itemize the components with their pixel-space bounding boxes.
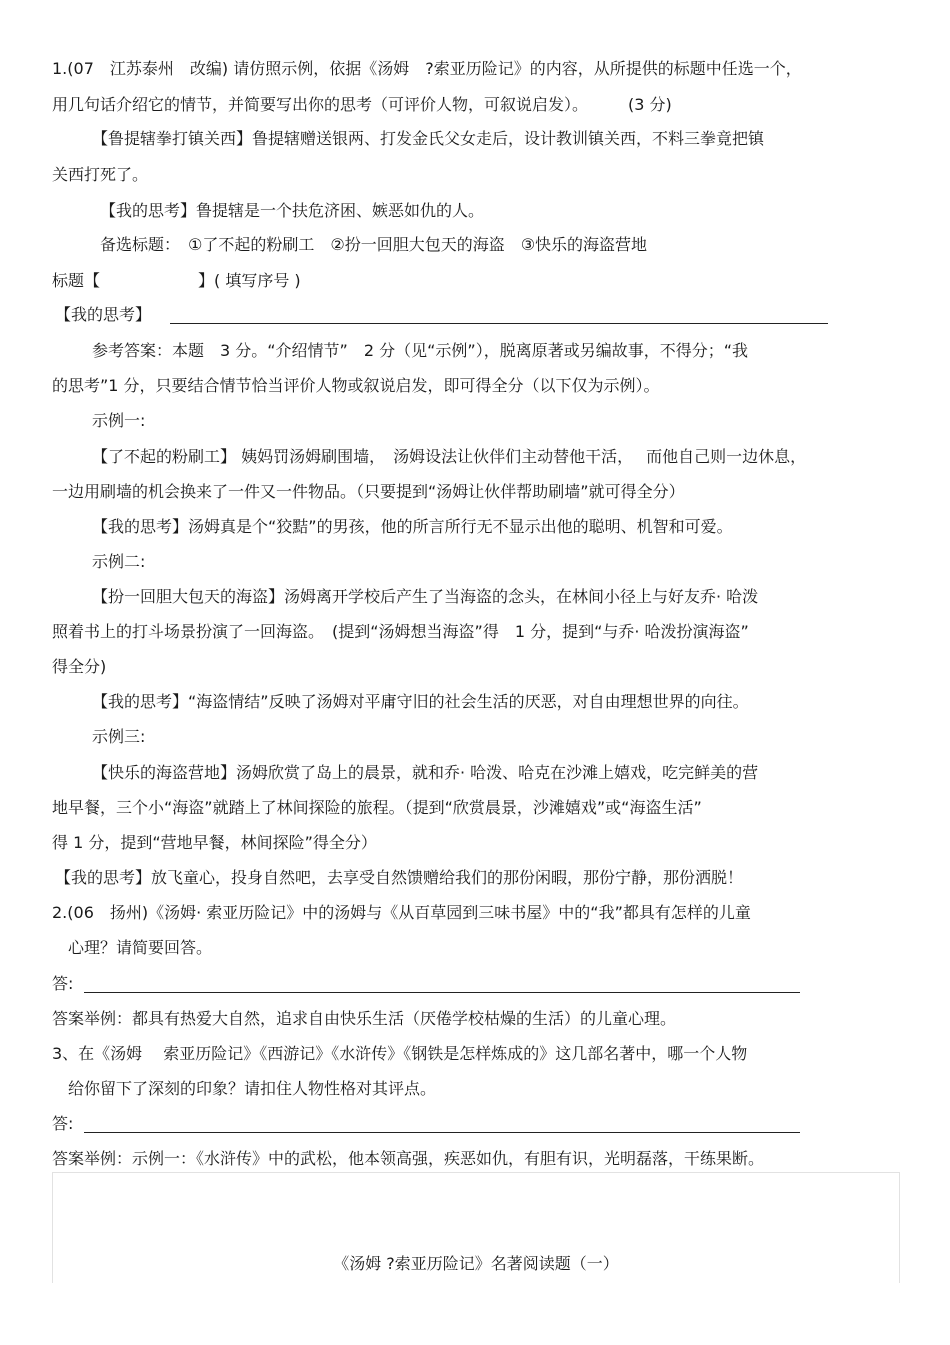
q1-sample3-label: 示例三:: [92, 727, 146, 746]
q3-answer-line: [84, 1132, 800, 1133]
q3-line-2: 给你留下了深刻的印象？请扣住人物性格对其评点。: [68, 1079, 437, 1098]
q1-sample1-line-1: 【了不起的粉刷工】 姨妈罚汤姆刷围墙， 汤姆设法让伙伴们主动替他干活， 而他自己则一边休息，: [92, 447, 807, 466]
q1-answer-line-1: 参考答案：本题 3 分。“介绍情节” 2 分（见“示例”），脱离原著或另编故事，不得分；“我: [92, 341, 748, 360]
q2-answer-example: 答案举例：都具有热爱大自然，追求自由快乐生活（厌倦学校枯燥的生活）的儿童心理。: [52, 1009, 677, 1028]
q1-line-1: 1.(07 江苏泰州 改编) 请仿照示例，依据《汤姆 ?索亚历险记》的内容，从所提供的标题中任选一个，: [52, 59, 802, 78]
q1-options: 备选标题： ①了不起的粉刷工 ②扮一回胆大包天的海盗 ③快乐的海盗营地: [100, 235, 648, 254]
q3-line-1: 3、在《汤姆 索亚历险记》《西游记》《水浒传》《钢铁是怎样炼成的》这几部名著中，哪一个人物: [52, 1044, 748, 1063]
q3-answer-example: 答案举例：示例一：《水浒传》中的武松，他本领高强，疾恶如仇，有胆有识，光明磊落，干练果断。: [52, 1149, 765, 1168]
q1-thought-answer-line: [170, 323, 828, 324]
q1-sample1-thought: 【我的思考】汤姆真是个“狡黠”的男孩，他的所言所行无不显示出他的聪明、机智和可爱。: [92, 517, 733, 536]
q1-sample1-label: 示例一:: [92, 411, 146, 430]
q2-line-2: 心理？请简要回答。: [68, 938, 213, 957]
q1-my-thought-label: 【我的思考】: [55, 305, 152, 324]
footer-title: 《汤姆 ?索亚历险记》名著阅读题（一）: [333, 1254, 619, 1273]
q2-line-1: 2.(06 扬州)《汤姆· 索亚历险记》中的汤姆与《从百草园到三味书屋》中的“我”都具有怎样的儿童: [52, 903, 751, 922]
q1-example-thought: 【我的思考】鲁提辖是一个扶危济困、嫉恶如仇的人。: [100, 201, 485, 220]
footer-box: [52, 1172, 900, 1283]
q1-sample2-line-3: 得全分): [52, 657, 107, 676]
q1-title-prompt-left: 标题【: [52, 271, 101, 290]
q1-sample2-line-1: 【扮一回胆大包天的海盗】汤姆离开学校后产生了当海盗的念头，在林间小径上与好友乔· 哈泼: [92, 587, 759, 606]
q1-sample2-thought: 【我的思考】“海盗情结”反映了汤姆对平庸守旧的社会生活的厌恶，对自由理想世界的向往。: [92, 692, 749, 711]
q1-sample1-line-2: 一边用刷墙的机会换来了一件又一件物品。（只要提到“汤姆让伙伴帮助刷墙”就可得全分）: [52, 482, 685, 501]
q1-sample3-line-2: 地早餐，三个小“海盗”就踏上了林间探险的旅程。（提到“欣赏晨景，沙滩嬉戏”或“海盗生活”: [52, 798, 702, 817]
q1-sample2-label: 示例二:: [92, 552, 146, 571]
q1-line-2: 用几句话介绍它的情节，并简要写出你的思考（可评价人物，可叙说启发）。 (3 分): [52, 95, 672, 114]
q1-sample3-line-1: 【快乐的海盗营地】汤姆欣赏了岛上的晨景，就和乔· 哈泼、哈克在沙滩上嬉戏，吃完鲜美的营: [92, 763, 759, 782]
q1-sample3-line-3: 得 1 分，提到“营地早餐，林间探险”得全分）: [52, 833, 377, 852]
q2-answer-label: 答:: [52, 974, 74, 993]
q2-answer-line: [84, 992, 800, 993]
q1-answer-line-2: 的思考”1 分，只要结合情节恰当评价人物或叙说启发，即可得全分（以下仅为示例）。: [52, 376, 660, 395]
q1-example-line-2: 关西打死了。: [52, 165, 149, 184]
q1-sample3-thought: 【我的思考】放飞童心，投身自然吧，去享受自然馈赠给我们的那份闲暇，那份宁静，那份洒脱！: [55, 868, 744, 887]
q1-example-line-1: 【鲁提辖拳打镇关西】鲁提辖赠送银两、打发金氏父女走后，设计教训镇关西，不料三拳竟把镇: [92, 129, 765, 148]
q1-title-prompt-right: 】( 填写序号 ): [198, 271, 301, 290]
q1-sample2-line-2: 照着书上的打斗场景扮演了一回海盗。 (提到“汤姆想当海盗”得 1 分，提到“与乔· 哈泼扮演海盗”: [52, 622, 749, 641]
q3-answer-label: 答:: [52, 1114, 74, 1133]
